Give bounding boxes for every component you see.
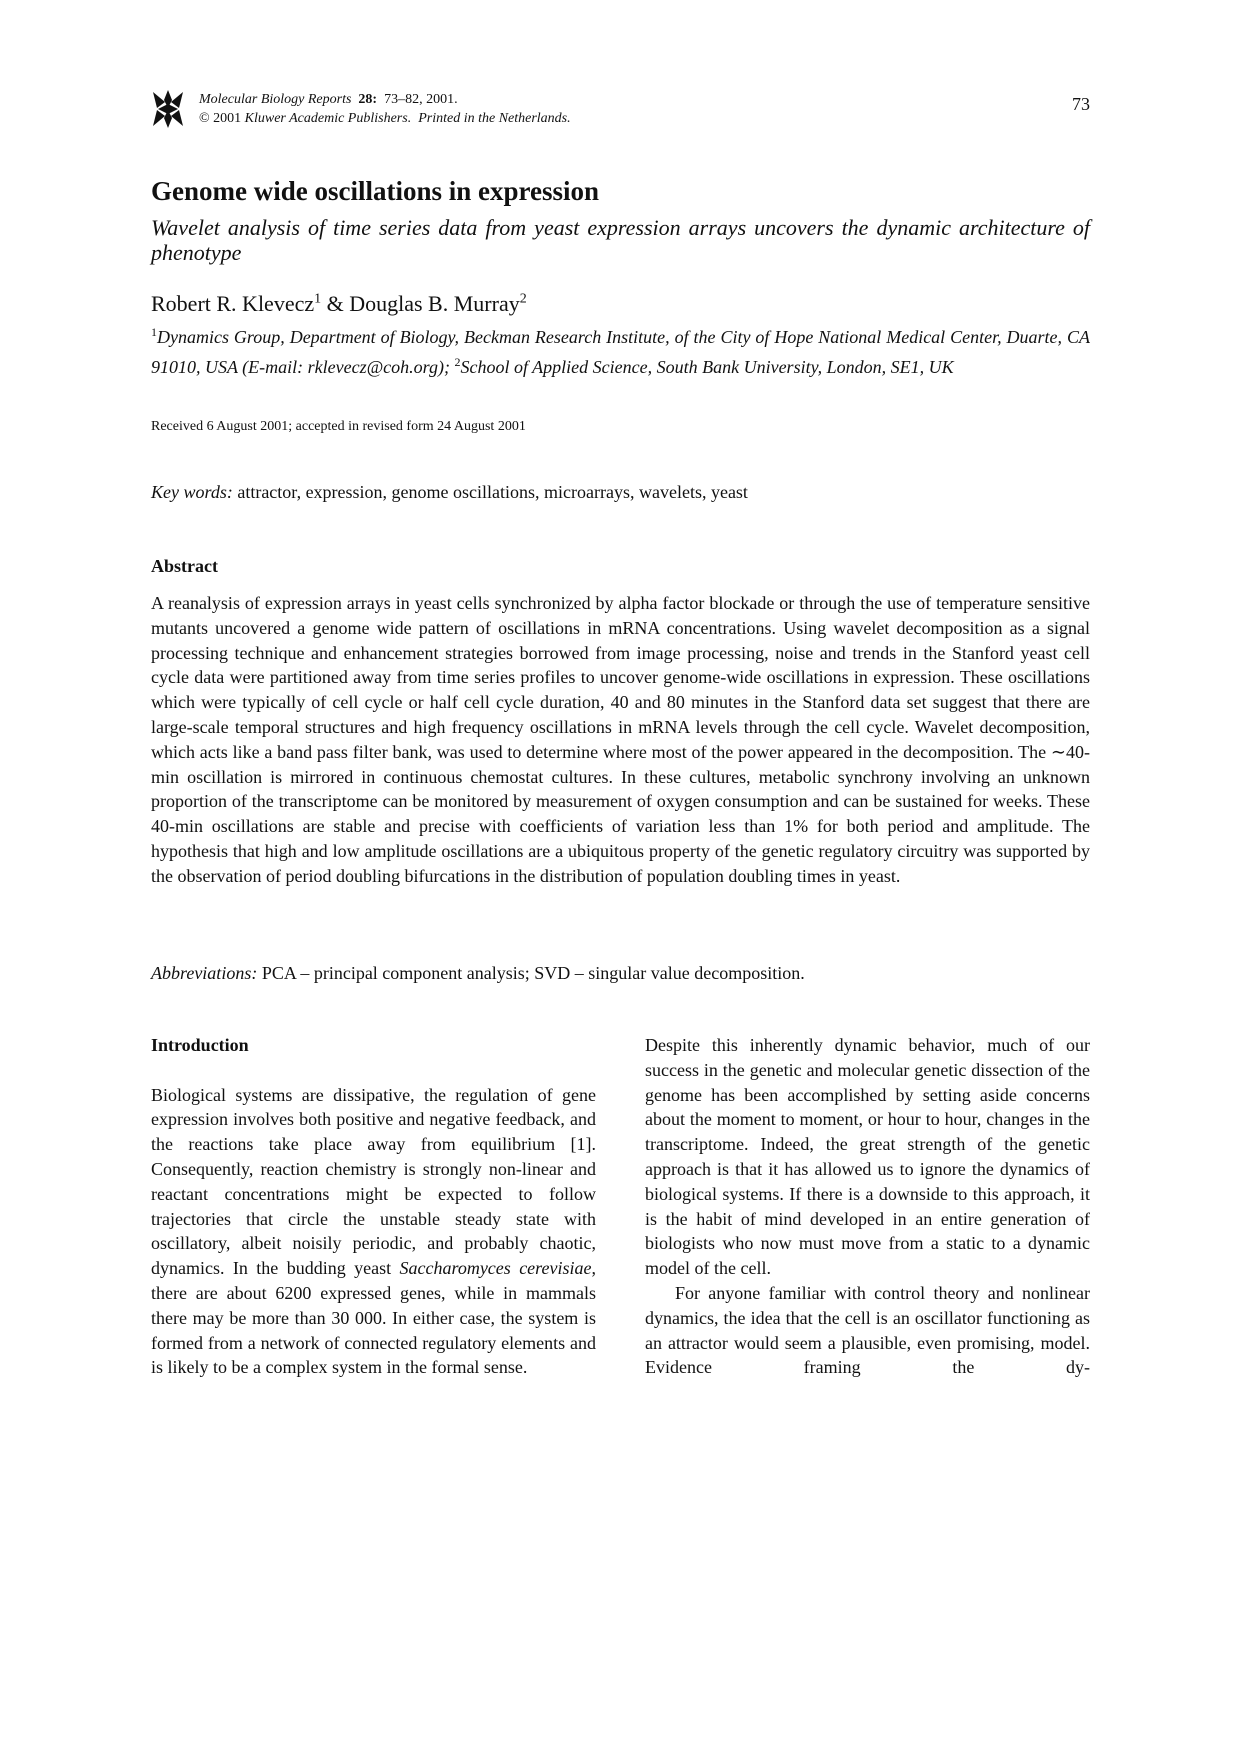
abbreviations-text: PCA – principal component analysis; SVD – singular value decomposition. bbox=[257, 963, 805, 983]
keywords-label: Key words: bbox=[151, 482, 233, 502]
body-column-left bbox=[151, 1033, 596, 1380]
author-name: Robert R. Klevecz bbox=[151, 291, 315, 316]
publisher-name: Kluwer Academic Publishers. bbox=[244, 111, 412, 126]
body-paragraph: Despite this inherently dynamic behavior, much of our success in the genetic and molecular genetic dissection of the genome has been accomplished by setting aside concerns about the moment to moment, or hour to hour, changes in the transcriptome. Indeed, the great strength of the genetic approach is that it has allowed us to ignore the dynamics of biological systems. If there is a downside to this approach, it is the habit of mind developed in an entire generation of biologists who now must move from a static to a dynamic model of the cell. bbox=[645, 1035, 1090, 1279]
affiliation-text: School of Applied Science, South Bank University, London, SE1, UK bbox=[460, 356, 954, 377]
body-paragraph bbox=[151, 1083, 596, 1381]
page-number: 73 bbox=[1072, 94, 1090, 114]
printed-location: Printed in the Netherlands. bbox=[418, 111, 571, 126]
journal-header bbox=[151, 88, 1090, 132]
keywords bbox=[151, 482, 748, 503]
body-column-right bbox=[645, 1033, 1090, 1380]
abbreviations bbox=[151, 963, 805, 984]
article-title: Genome wide oscillations in expression bbox=[151, 176, 600, 206]
species-name: Saccharomyces cerevisiae bbox=[399, 1258, 592, 1279]
body-paragraph: For anyone familiar with control theory and nonlinear dynamics, the idea that the cell is an oscillator functioning as an attractor would seem a plausible, even promising, model. Evidence framing the dy- bbox=[645, 1282, 1090, 1378]
author-affiliation-marker: 1 bbox=[314, 291, 322, 307]
author-affiliations bbox=[151, 320, 1090, 379]
paragraph-text: Biological systems are dissipative, the regulation of gene expression involves both positive and negative feedback, and the reactions take place away from equilibrium [1]. Consequently, reaction chemistry is strongly non-linear and reactant concentrations might be expected to follow trajectories that circle the unstable steady state with oscillatory, albeit noisily periodic, and probably chaotic, dynamics. In the budding yeast bbox=[151, 1084, 596, 1279]
author-list bbox=[151, 291, 527, 317]
abbreviations-label: Abbreviations: bbox=[151, 963, 258, 983]
author-affiliation-marker: 2 bbox=[519, 291, 527, 307]
author-name: Douglas B. Murray bbox=[349, 291, 520, 316]
received-dates: Received 6 August 2001; accepted in revised form 24 August 2001 bbox=[151, 419, 526, 434]
journal-citation bbox=[199, 90, 571, 128]
abstract-heading: Abstract bbox=[151, 556, 218, 576]
publisher-logo-icon bbox=[151, 88, 185, 130]
copyright-year: © 2001 bbox=[199, 111, 242, 126]
journal-volume: 28: bbox=[358, 92, 378, 107]
affiliation-text: Dynamics Group, Department of Biology, Beckman Research Institute, of the City of Hope National Medical Center, Duarte, CA 91010, USA (E-mail: rklevecz@coh.org); bbox=[151, 327, 1090, 377]
abstract-text: A reanalysis of expression arrays in yeast cells synchronized by alpha factor blockade or through the use of temperature sensitive mutants uncovered a genome wide pattern of oscillations in mRNA concentrations. Using wavelet decomposition as a signal processing technique and enhancement strategies borrowed from image processing, noise and trends in the Stanford yeast cell cycle data were partitioned away from time series profiles to uncover genome-wide oscillations in expression. These oscillations which were typically of cell cycle or half cell cycle duration, 40 and 80 minutes in the Stanford data set suggest that there are large-scale temporal structures and high frequency oscillations in mRNA levels through the cell cycle. Wavelet decomposition, which acts like a band pass filter bank, was used to determine where most of the power appeared in the decomposition. The ∼40-min oscillation is mirrored in continuous chemostat cultures. In these cultures, metabolic synchrony involving an unknown proportion of the transcriptome can be monitored by measurement of oxygen consumption and can be sustained for weeks. These 40-min oscillations are stable and precise with coefficients of variation less than 1% for both period and amplitude. The hypothesis that high and low amplitude oscillations are a ubiquitous property of the genetic regulatory circuitry was supported by the observation of period doubling bifurcations in the distribution of population doubling times in yeast. bbox=[151, 593, 1090, 886]
keywords-text: attractor, expression, genome oscillations, microarrays, wavelets, yeast bbox=[232, 482, 748, 502]
introduction-heading: Introduction bbox=[151, 1035, 249, 1055]
journal-pages-year: 73–82, 2001. bbox=[384, 92, 458, 107]
paragraph-text: , there are about 6200 expressed genes, while in mammals there may be more than 30 000. In either case, the system is formed from a network of connected regulatory elements and is likely to be a complex system in the formal sense. bbox=[151, 1258, 596, 1378]
journal-name: Molecular Biology Reports bbox=[199, 92, 352, 107]
affiliation-marker: 2 bbox=[454, 354, 461, 369]
affiliation-marker: 1 bbox=[151, 325, 157, 339]
author-separator: & bbox=[321, 291, 350, 316]
article-subtitle: Wavelet analysis of time series data from yeast expression arrays uncovers the dynamic architecture of phenotype bbox=[151, 215, 1090, 265]
